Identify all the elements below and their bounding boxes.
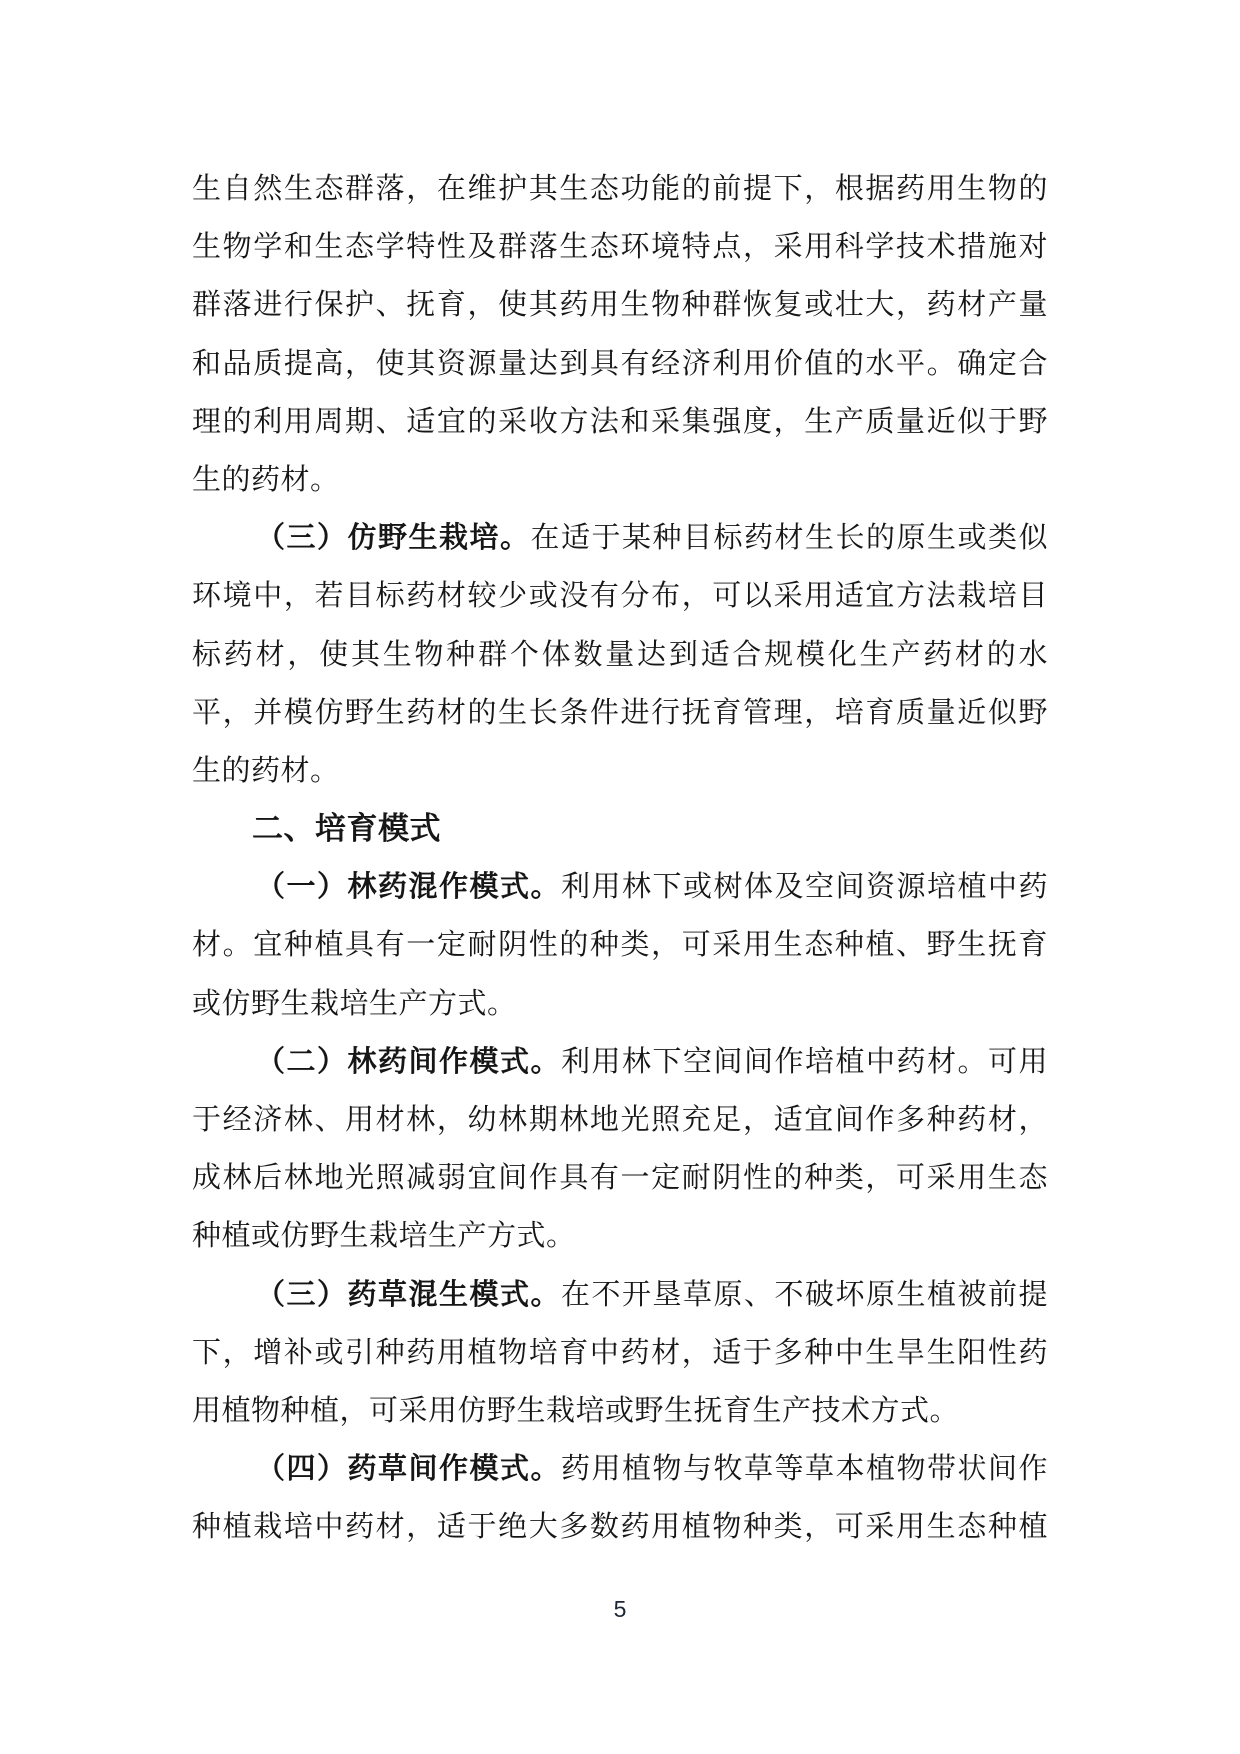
line-text: 平，并模仿野生药材的生长条件进行抚育管理，培育质量近似野 (192, 696, 1048, 729)
line-text: 或仿野生栽培生产方式。 (192, 987, 517, 1020)
body-line (192, 567, 1048, 625)
paragraph-end-line (192, 1207, 1048, 1265)
line-text: 理的利用周期、适宜的采收方法和采集强度，生产质量近似于野 (192, 405, 1048, 438)
section-heading-text: 二、培育模式 (252, 811, 441, 847)
line-text: 在不开垦草原、不破坏原生植被前提 (561, 1278, 1048, 1311)
line-text: 生物学和生态学特性及群落生态环境特点，采用科学技术措施对 (192, 231, 1048, 264)
run-in-heading-bold: （三）仿野生栽培。 (256, 522, 531, 555)
paragraph-end-line (192, 975, 1048, 1033)
line-text: 生的药材。 (192, 754, 340, 787)
page-number: 5 (613, 1596, 627, 1622)
body-line (192, 218, 1048, 276)
run-in-heading-bold: （三）药草混生模式。 (256, 1278, 561, 1311)
line-text: 药用植物与牧草等草本植物带状间作 (561, 1453, 1048, 1486)
body-line (192, 335, 1048, 393)
line-text: 群落进行保护、抚育，使其药用生物种群恢复或壮大，药材产量 (192, 289, 1048, 322)
paragraph-start-line (192, 1033, 1048, 1091)
body-line (192, 626, 1048, 684)
run-in-heading-bold: （二）林药间作模式。 (256, 1045, 561, 1078)
section-heading (192, 800, 1048, 858)
run-in-heading-bold: （一）林药混作模式。 (256, 871, 561, 904)
body-line (192, 160, 1048, 218)
line-text: 材。宜种植具有一定耐阴性的种类，可采用生态种植、野生抚育 (192, 929, 1048, 962)
paragraph-start-line (192, 858, 1048, 916)
body-line (192, 916, 1048, 974)
line-text: 利用林下或树体及空间资源培植中药 (561, 871, 1048, 904)
paragraph-end-line (192, 451, 1048, 509)
body-line (192, 1498, 1048, 1556)
line-text: 和品质提高，使其资源量达到具有经济利用价值的水平。确定合 (192, 347, 1048, 380)
line-text: 利用林下空间间作培植中药材。可用 (561, 1045, 1048, 1078)
line-text: 用植物种植，可采用仿野生栽培或野生抚育生产技术方式。 (192, 1394, 960, 1427)
document-body (192, 160, 1048, 1557)
body-line (192, 393, 1048, 451)
line-text: 于经济林、用材林，幼林期林地光照充足，适宜间作多种药材， (192, 1104, 1048, 1136)
line-text: 成林后林地光照减弱宜间作具有一定耐阴性的种类，可采用生态 (192, 1162, 1048, 1195)
line-text: 生的药材。 (192, 463, 340, 496)
body-line (192, 684, 1048, 742)
paragraph-end-line (192, 1382, 1048, 1440)
line-text: 生自然生态群落，在维护其生态功能的前提下，根据药用生物的 (192, 173, 1048, 205)
body-line (192, 1324, 1048, 1382)
body-line (192, 1149, 1048, 1207)
line-text: 标药材，使其生物种群个体数量达到适合规模化生产药材的水 (192, 638, 1048, 671)
line-text: 下，增补或引种药用植物培育中药材，适于多种中生旱生阳性药 (192, 1336, 1048, 1369)
run-in-heading-bold: （四）药草间作模式。 (256, 1453, 561, 1486)
paragraph-end-line (192, 742, 1048, 800)
paragraph-start-line (192, 509, 1048, 567)
paragraph-start-line (192, 1266, 1048, 1324)
line-text: 种植栽培中药材，适于绝大多数药用植物种类，可采用生态种植 (192, 1511, 1048, 1544)
body-line (192, 276, 1048, 334)
body-line (192, 1091, 1048, 1149)
line-text: 种植或仿野生栽培生产方式。 (192, 1220, 576, 1253)
line-text: 在适于某种目标药材生长的原生或类似 (530, 522, 1048, 555)
paragraph-start-line (192, 1440, 1048, 1498)
line-text: 环境中，若目标药材较少或没有分布，可以采用适宜方法栽培目 (192, 580, 1048, 613)
